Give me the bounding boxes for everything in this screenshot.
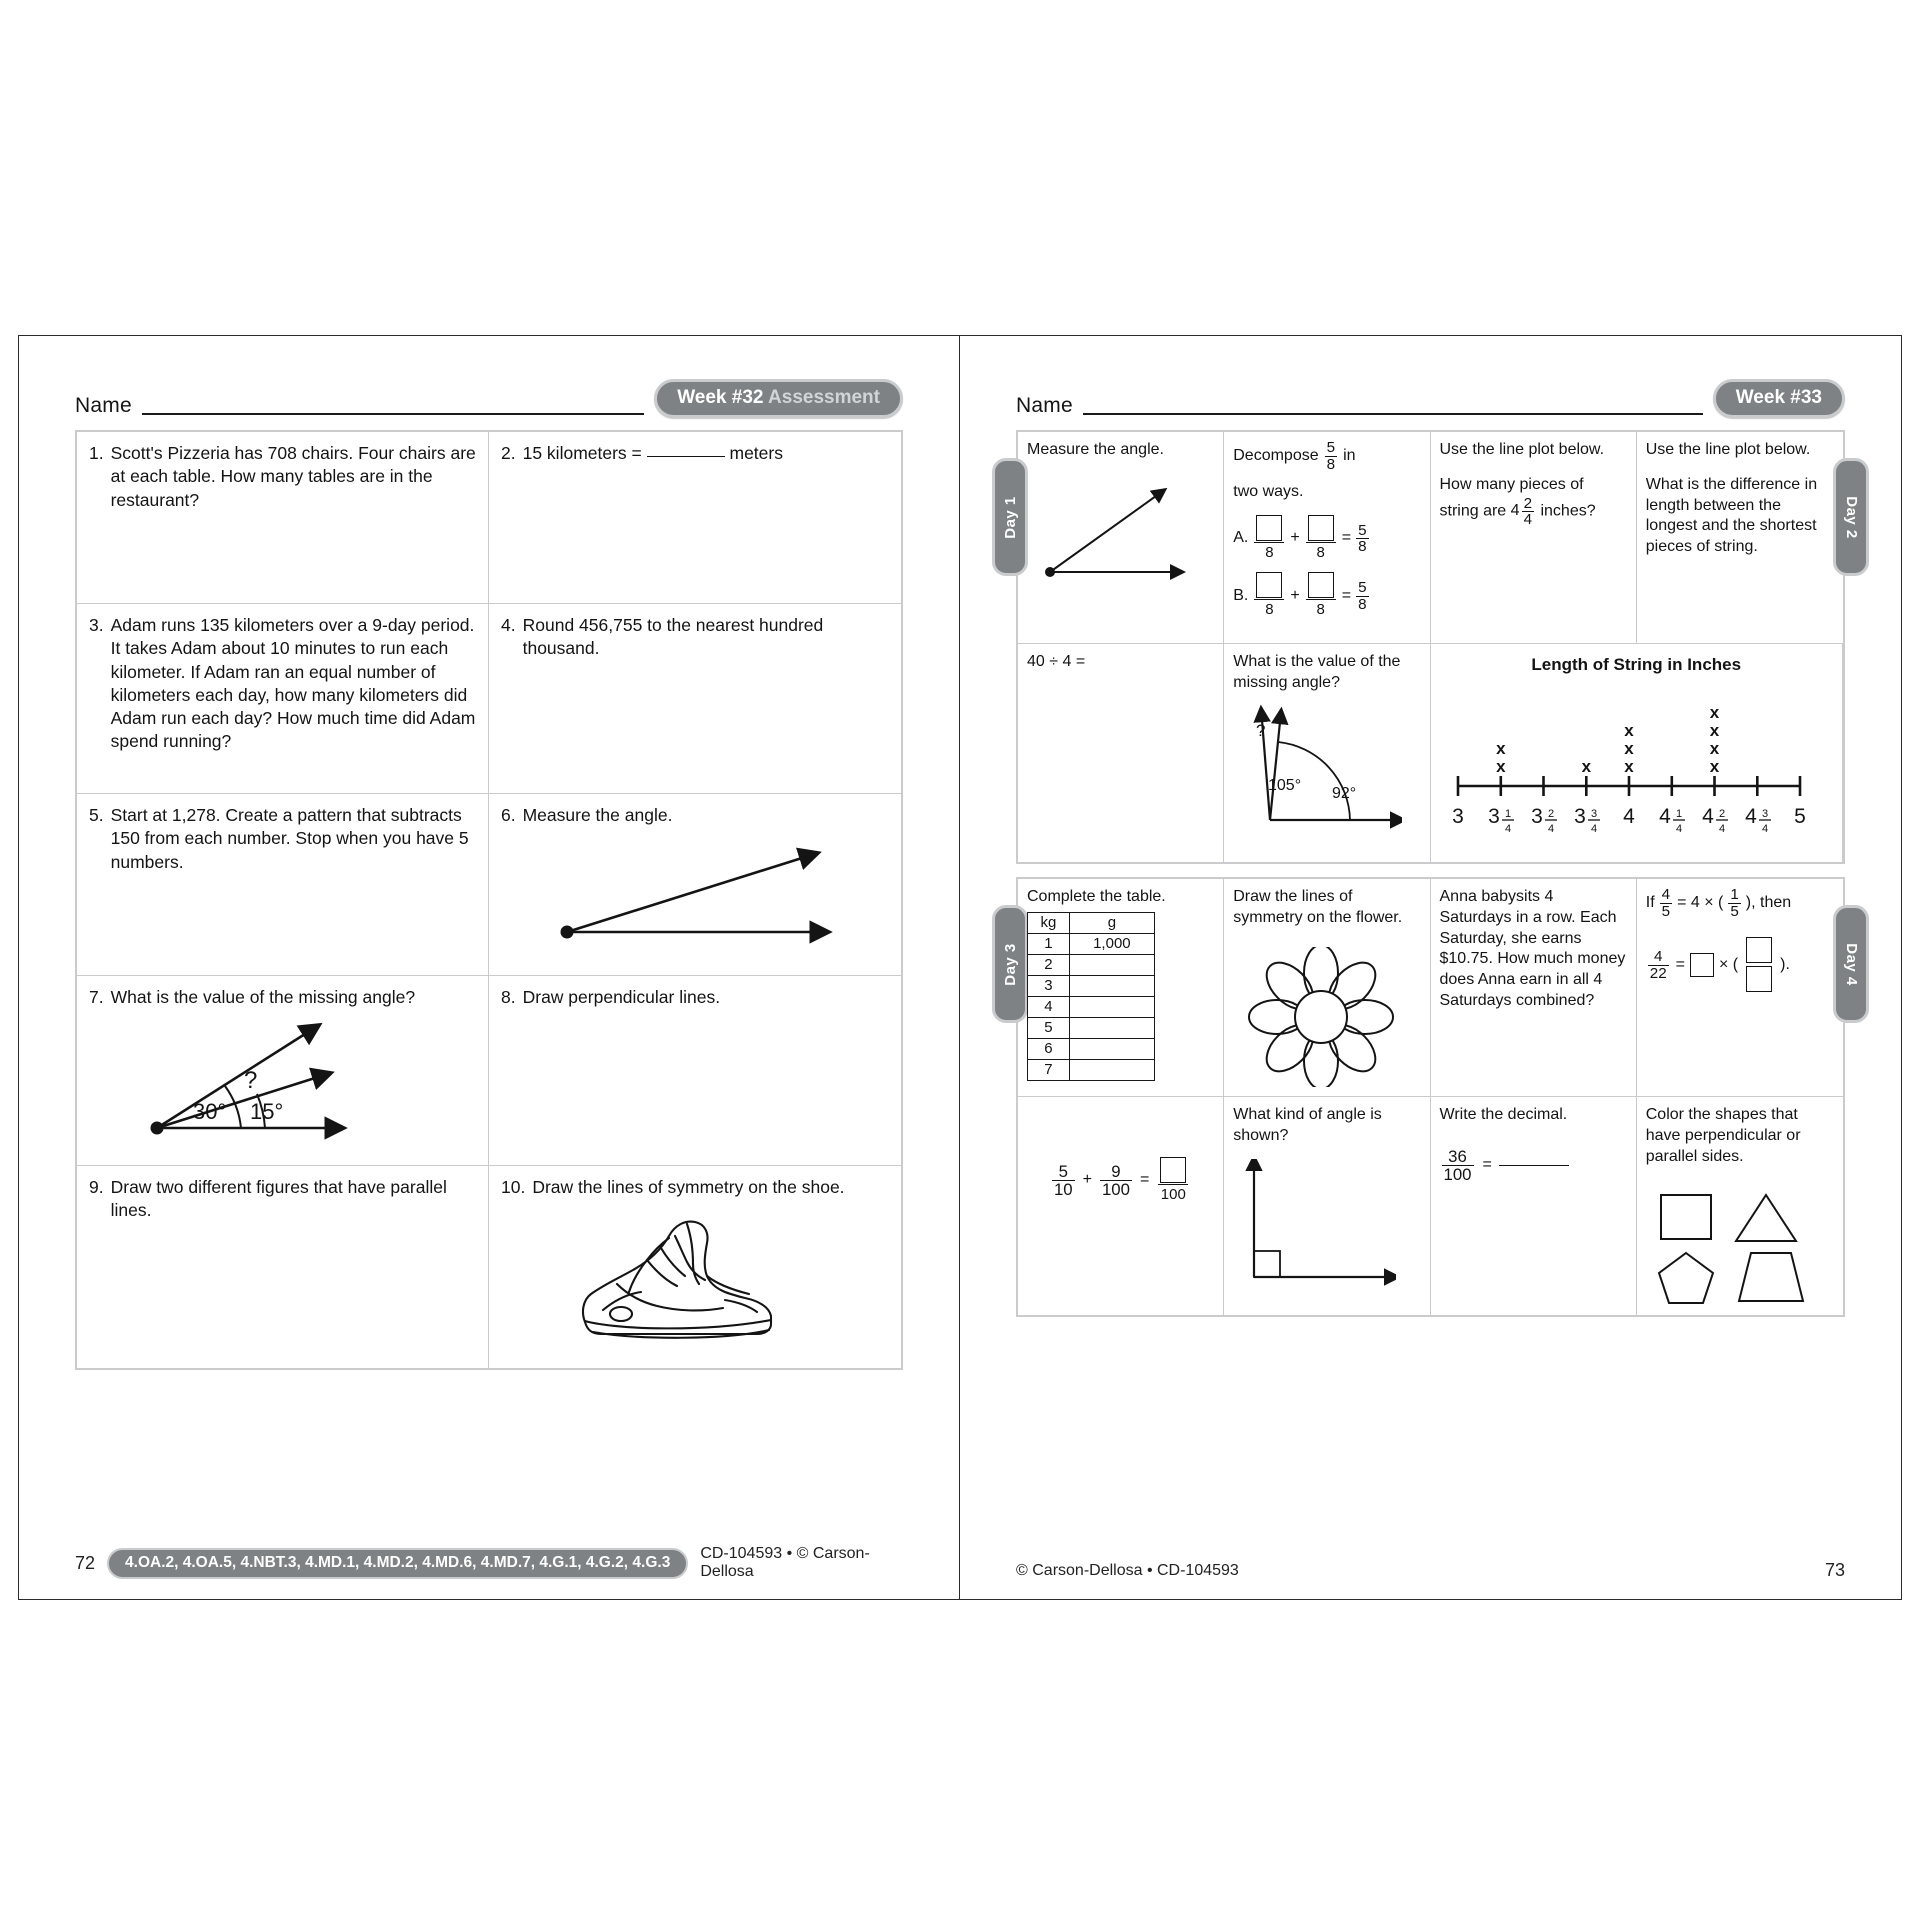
cell-fraction-multiplication: [1637, 879, 1843, 1097]
complete-table-prompt: Complete the table.: [1027, 888, 1166, 905]
question-2-text: [523, 442, 889, 465]
question-7: [77, 976, 489, 1166]
day1-day2-grid: [1016, 430, 1845, 864]
name-write-line[interactable]: [142, 413, 644, 415]
svg-text:3: 3: [1590, 808, 1597, 821]
svg-text:4: 4: [1658, 805, 1671, 829]
cell-division-40-4: [1018, 644, 1224, 862]
svg-text:3: 3: [1573, 805, 1586, 829]
table-row: 3: [1028, 975, 1155, 996]
question-3-text: Adam runs 135 kilometers over a 9-day period. It takes Adam about 10 minutes to run each kilometer. If Adam ran an equal number of kilometers each day, how many kilometers did Adam run each day? How much time did Adam spend running?: [110, 615, 476, 752]
decompose-choice-a-row: A. 8 + 8 = $\frac{5}{8}$: [1233, 515, 1420, 563]
angle-label-92: 92°: [1332, 785, 1357, 802]
angle-diagram-q6: [547, 840, 847, 950]
table-row: 2: [1028, 954, 1155, 975]
missing-angle-prompt: What is the value of the missing angle?: [1233, 653, 1401, 691]
standards-badge: 4.OA.2, 4.OA.5, 4.NBT.3, 4.MD.1, 4.MD.2, 4.MD.6, 4.MD.7, 4.G.1, 4.G.2, 4.G.3: [107, 1548, 688, 1579]
anna-babysits-prompt: Anna babysits 4 Saturdays in a row. Each Saturday, she earns $10.75. How much money does Anna earn in all 4 Saturdays combined?: [1439, 888, 1626, 1009]
svg-text:x: x: [1709, 757, 1719, 777]
day-tab-3-label: Day 3: [1001, 942, 1019, 986]
svg-text:3: 3: [1761, 808, 1768, 821]
day3-day4-grid: [1016, 877, 1845, 1317]
angle-label-unknown: ?: [244, 1067, 258, 1094]
svg-text:2: 2: [1547, 808, 1554, 821]
decompose-prompt-b: in: [1343, 446, 1356, 464]
question-10-number: 10.: [501, 1177, 526, 1197]
svg-text:x: x: [1709, 739, 1719, 759]
lineplot-diff-prompt-a: Use the line plot below.: [1645, 441, 1811, 458]
svg-text:4: 4: [1504, 823, 1511, 836]
table-header-g: g: [1069, 912, 1154, 933]
flower-illustration: [1246, 947, 1396, 1087]
right-page: [960, 336, 1901, 1599]
question-1: [77, 432, 489, 604]
table-header-kg: kg: [1028, 912, 1070, 933]
question-8: [489, 976, 901, 1166]
page-number-right: 73: [1824, 1560, 1845, 1580]
missing-angle-diagram-q7: [145, 1016, 395, 1156]
answer-box-numerator[interactable]: [1690, 953, 1714, 977]
angle-diagram-day1: [1036, 480, 1196, 600]
angle-label-question: ?: [1256, 721, 1266, 740]
pentagon-shape: [1659, 1253, 1713, 1303]
decompose-prompt-a: Decompose: [1233, 446, 1319, 464]
svg-text:1: 1: [1504, 808, 1511, 821]
color-shapes-prompt: Color the shapes that have perpendicular or parallel sides.: [1645, 1106, 1801, 1165]
question-1-text: Scott's Pizzeria has 708 chairs. Four chairs are at each table. How many tables are in the restaurant?: [110, 443, 476, 510]
question-5-text: Start at 1,278. Create a pattern that subtracts 150 from each number. Stop when you have 5 numbers.: [110, 805, 469, 872]
question-6-number: 6.: [501, 805, 516, 825]
cell-complete-table: [1018, 879, 1224, 1097]
svg-text:x: x: [1495, 739, 1506, 759]
fraction-mult-line2: $\frac{4}{22}$ = × ( ).: [1646, 937, 1834, 993]
svg-text:3: 3: [1451, 805, 1464, 829]
name-label-right: Name: [1016, 394, 1073, 417]
decompose-choice-a-label: A.: [1233, 529, 1249, 547]
svg-text:4: 4: [1744, 805, 1757, 829]
publisher-code-left: CD-104593 • © Carson-Dellosa: [700, 1545, 870, 1580]
lineplot-diff-prompt-b: What is the difference in length between the longest and the shortest pieces of string.: [1645, 475, 1818, 556]
svg-text:3: 3: [1487, 805, 1500, 829]
angle-label-105: 105°: [1268, 777, 1302, 794]
question-3: [77, 604, 489, 794]
write-decimal-prompt: Write the decimal.: [1439, 1106, 1568, 1123]
question-2-text-after: meters: [724, 443, 783, 463]
answer-box-a2[interactable]: 8: [1306, 515, 1336, 563]
question-2-text-before: 15 kilometers =: [522, 443, 647, 463]
answer-blank[interactable]: [647, 456, 725, 457]
name-write-line-right[interactable]: [1083, 413, 1703, 415]
kg-to-g-table: [1027, 912, 1155, 1081]
shapes-group: [1651, 1189, 1831, 1314]
page-number-left: 72: [75, 1552, 96, 1573]
assessment-question-grid: [75, 430, 903, 1370]
svg-text:4: 4: [1590, 823, 1597, 836]
question-5: [77, 794, 489, 976]
table-row: 5: [1028, 1017, 1155, 1038]
question-2: [489, 432, 901, 604]
question-3-number: 3.: [89, 615, 104, 635]
question-6-text: Measure the angle.: [522, 805, 673, 825]
day1-day2-block: [1001, 430, 1860, 864]
square-shape: [1661, 1195, 1711, 1239]
table-row: 7: [1028, 1059, 1155, 1080]
right-page-footer: [1016, 1560, 1845, 1581]
svg-text:x: x: [1495, 757, 1506, 777]
day-tab-4-label: Day 4: [1842, 942, 1860, 986]
svg-text:2: 2: [1718, 808, 1725, 821]
question-2-number: 2.: [501, 443, 516, 463]
svg-text:x: x: [1623, 739, 1634, 759]
svg-text:3: 3: [1530, 805, 1543, 829]
cell-angle-type: [1224, 1097, 1430, 1315]
day-tab-1-label: Day 1: [1001, 495, 1019, 539]
question-9-text: Draw two different figures that have parallel lines.: [110, 1177, 447, 1221]
cell-line-plot: [1431, 644, 1844, 862]
question-4: [489, 604, 901, 794]
answer-box-b2[interactable]: 8: [1306, 572, 1336, 620]
question-10: [489, 1166, 901, 1368]
decompose-result-b: $\frac{5}{8}$: [1358, 579, 1367, 613]
cell-write-decimal: [1431, 1097, 1637, 1315]
decimal-answer-blank[interactable]: [1499, 1165, 1569, 1166]
table-header-row: [1028, 912, 1155, 933]
table-row: 1 1,000: [1028, 933, 1155, 954]
division-prompt: 40 ÷ 4 =: [1027, 653, 1086, 670]
fraction-add-equation: $\frac{5}{10}$ + $\frac{9}{100}$ = 100: [1027, 1157, 1214, 1205]
question-4-number: 4.: [501, 615, 516, 635]
cell-flower-symmetry: [1224, 879, 1430, 1097]
svg-text:4: 4: [1622, 805, 1635, 829]
svg-text:x: x: [1623, 757, 1634, 777]
publisher-code-right: © Carson-Dellosa • CD-104593: [1016, 1561, 1239, 1579]
day-tab-4: [1833, 905, 1869, 1023]
question-10-text: Draw the lines of symmetry on the shoe.: [532, 1177, 845, 1197]
question-6: [489, 794, 901, 976]
week-badge-number: Week #32: [677, 387, 764, 409]
decompose-choice-b-row: B. 8 + 8 = $\frac{5}{8}$: [1233, 572, 1420, 620]
triangle-shape: [1736, 1195, 1796, 1241]
svg-text:4: 4: [1718, 823, 1725, 836]
missing-angle-diagram-day2: [1232, 702, 1402, 842]
name-label: Name: [75, 394, 132, 417]
day-tab-2-label: Day 2: [1842, 495, 1860, 539]
cell-anna-babysits: [1431, 879, 1637, 1097]
question-8-text: Draw perpendicular lines.: [522, 987, 721, 1007]
answer-box-a1[interactable]: 8: [1254, 515, 1284, 563]
question-5-number: 5.: [89, 805, 104, 825]
svg-text:4: 4: [1547, 823, 1554, 836]
lineplot-count-prompt-a: Use the line plot below.: [1439, 441, 1605, 458]
question-1-number: 1.: [89, 443, 104, 463]
decompose-choice-b-label: B.: [1233, 586, 1249, 604]
week-badge-number-right: Week #33: [1735, 387, 1822, 409]
week-badge-right: [1713, 379, 1845, 418]
table-row: 4: [1028, 996, 1155, 1017]
answer-box-b1[interactable]: 8: [1254, 572, 1284, 620]
decompose-fraction: $\frac{5}{8}$: [1326, 439, 1336, 473]
table-row: 6: [1028, 1038, 1155, 1059]
angle-label-30: 30°: [193, 1099, 227, 1124]
mixed-number-4-2-4: 4 $\frac{2}{4}$: [1510, 494, 1533, 529]
answer-box-sum[interactable]: 100: [1158, 1157, 1188, 1205]
lineplot-count-prompt-b: How many pieces of string are 4 $\frac{2}{4}$ inches?: [1439, 475, 1596, 529]
book-spread: [18, 335, 1902, 1600]
question-9-number: 9.: [89, 1177, 104, 1197]
left-page: [19, 336, 960, 1599]
shoe-illustration: [557, 1214, 802, 1344]
cell-measure-angle: [1018, 432, 1224, 644]
angle-label-15: 15°: [250, 1099, 284, 1124]
line-plot-title: Length of String in Inches: [1531, 655, 1742, 674]
svg-text:5: 5: [1793, 805, 1806, 829]
write-decimal-equation: $\frac{36}{100}$ =: [1440, 1148, 1627, 1183]
cell-lineplot-count: [1431, 432, 1637, 644]
cell-lineplot-difference: [1637, 432, 1843, 644]
decompose-result-a: $\frac{5}{8}$: [1358, 521, 1367, 556]
left-page-footer: [75, 1545, 903, 1581]
svg-text:4: 4: [1701, 805, 1714, 829]
name-row-right: [1016, 374, 1845, 418]
answer-box-fraction[interactable]: [1746, 937, 1772, 993]
name-row-left: [75, 374, 903, 418]
cell-missing-angle-day2: [1224, 644, 1430, 862]
trapezoid-shape: [1739, 1253, 1803, 1301]
svg-text:1: 1: [1675, 808, 1682, 821]
svg-text:x: x: [1581, 757, 1591, 777]
cell-color-shapes: [1637, 1097, 1843, 1315]
question-7-text: What is the value of the missing angle?: [110, 987, 416, 1007]
question-7-number: 7.: [89, 987, 104, 1007]
question-9: [77, 1166, 489, 1368]
svg-text:4: 4: [1675, 823, 1682, 836]
svg-text:x: x: [1709, 703, 1719, 723]
fraction-mult-line1: If $\frac{4}{5}$ = 4 × ( $\frac{1}{5}$ ), then: [1645, 886, 1792, 920]
question-4-text: Round 456,755 to the nearest hundred thousand.: [522, 615, 824, 659]
angle-type-prompt: What kind of angle is shown?: [1233, 1106, 1382, 1144]
line-plot-chart: [1440, 682, 1818, 837]
day3-day4-block: [1001, 877, 1860, 1317]
cell-fraction-addition: [1018, 1097, 1224, 1315]
svg-text:x: x: [1623, 721, 1634, 741]
cell-decompose-fraction: [1224, 432, 1430, 644]
week-badge-suffix: Assessment: [763, 387, 880, 409]
svg-text:4: 4: [1761, 823, 1768, 836]
day-tab-2: [1833, 458, 1869, 576]
cell-measure-angle-prompt: Measure the angle.: [1027, 441, 1164, 458]
week-badge-left: [654, 379, 903, 418]
svg-text:x: x: [1709, 721, 1719, 741]
flower-symmetry-prompt: Draw the lines of symmetry on the flower.: [1233, 888, 1403, 926]
decompose-prompt-c: two ways.: [1233, 483, 1304, 500]
right-angle-diagram: [1236, 1159, 1396, 1299]
question-8-number: 8.: [501, 987, 516, 1007]
